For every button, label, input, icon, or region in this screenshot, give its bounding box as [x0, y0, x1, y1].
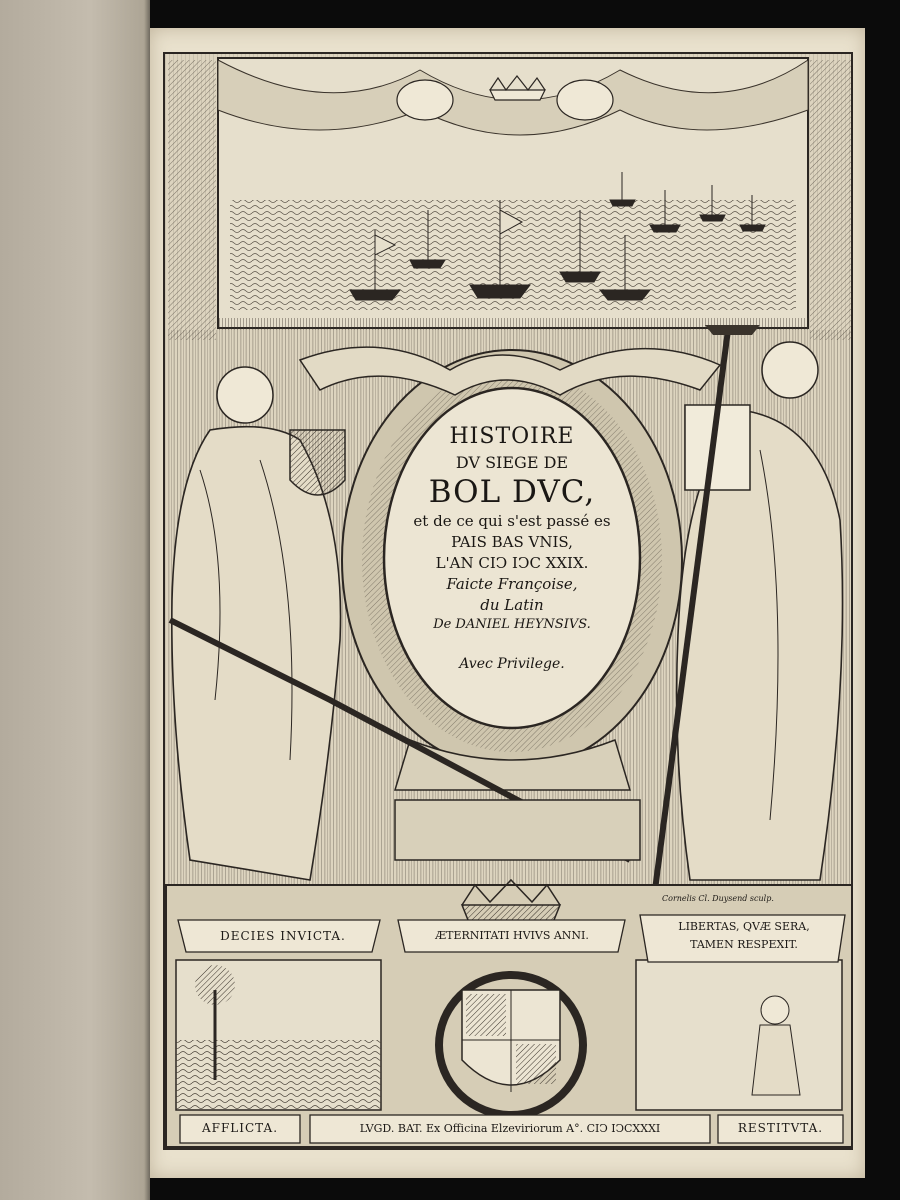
title-line-1: HISTOIRE: [449, 424, 575, 449]
footer-center-text: LVGD. BAT. Ex Officina Elzeviriorum A°. CIↃ IↃCXXXI: [359, 1122, 661, 1135]
title-line-5: PAIS BAS VNIS,: [451, 533, 573, 551]
privilege-line: Avec Privilege.: [459, 656, 565, 672]
title-text-block: [390, 420, 634, 672]
banner-right-text-1: LIBERTAS, QVÆ SERA,: [678, 920, 810, 933]
banner-center-text: ÆTERNITATI HVIVS ANNI.: [435, 929, 589, 942]
title-line-4: et de ce qui s'est passé es: [413, 512, 611, 530]
right-pillar: [810, 60, 852, 340]
seascape-panel: [218, 58, 808, 330]
footer-left-text: AFFLICTA.: [201, 1121, 279, 1135]
engraver-signature: Cornelis Cl. Duysend sculp.: [662, 894, 774, 903]
title-line-9: De DANIEL HEYNSIVS.: [433, 617, 591, 632]
title-line-8: du Latin: [480, 596, 544, 614]
left-pillar: [168, 60, 216, 340]
footer-right-text: RESTITVTA.: [737, 1121, 824, 1135]
pedestal: [395, 800, 640, 860]
banner-left-text: DECIES INVICTA.: [220, 929, 346, 943]
banner-right-text-2: TAMEN RESPEXIT.: [690, 938, 798, 951]
title-line-6: L'AN CIↃ IↃC XXIX.: [435, 554, 589, 572]
title-line-3: BOL DVC,: [428, 474, 596, 510]
title-line-7: Faicte Françoise,: [446, 575, 578, 593]
title-line-2: DV SIEGE DE: [455, 453, 569, 472]
